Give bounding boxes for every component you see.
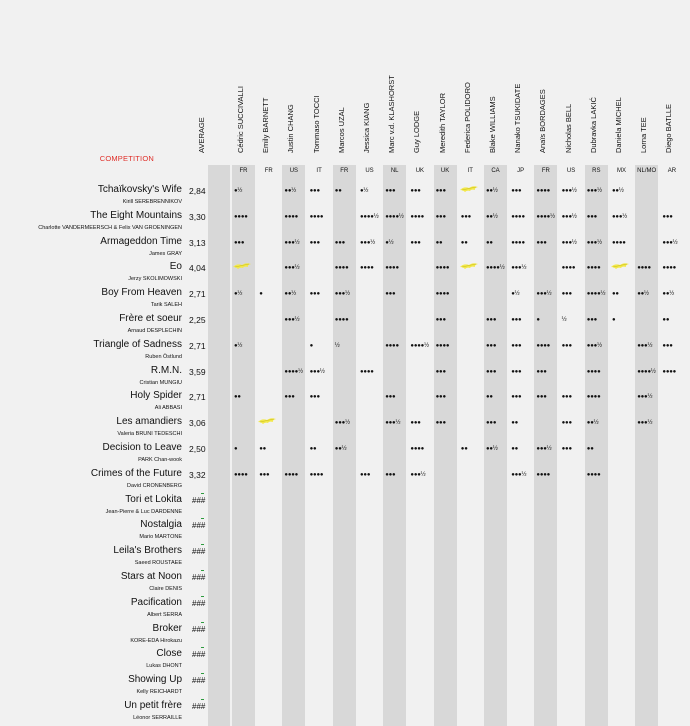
film-average: 3,30 <box>189 211 206 222</box>
critic-name: Tommaso TOCCI <box>311 94 321 153</box>
film-average: ### <box>192 547 206 557</box>
critic-column-header <box>539 0 564 160</box>
rating-cell: ●●●● <box>410 446 425 452</box>
critic-country: MX <box>617 168 626 174</box>
rating-cell: ●●●● <box>284 471 299 478</box>
rating-cell: ●●● <box>360 471 371 478</box>
film-title: Les amandiers <box>116 416 182 428</box>
rating-cell: ●●●● <box>511 213 525 220</box>
critic-column-header <box>363 0 388 160</box>
rating-cell: ●● <box>511 446 519 452</box>
rating-cell: ●½ <box>234 188 243 194</box>
film-director: Kelly REICHARDT <box>136 689 182 696</box>
rating-cell: ●●●● <box>360 265 374 272</box>
rating-cell: ●● <box>334 188 342 194</box>
critic-column-header <box>237 0 262 160</box>
rating-cell: ●●● <box>309 394 320 401</box>
rating-cell: ●●½ <box>612 188 624 194</box>
rating-cell: ●●● <box>435 317 446 323</box>
rating-cell: ●●●● <box>662 368 677 375</box>
rating-cell: ●●● <box>486 342 497 349</box>
critic-name: Nicholas BELL <box>563 103 573 153</box>
rating-cell: ●●●● <box>586 394 601 401</box>
rating-cell: ●● <box>234 394 241 401</box>
rating-cell: ●●● <box>435 213 446 220</box>
palme-d-or-icon <box>232 262 252 270</box>
film-title: Un petit frère <box>124 700 182 711</box>
rating-cell: ●●● <box>309 291 320 298</box>
film-average: 2,50 <box>189 444 206 454</box>
rating-cell: ●●●● <box>586 265 601 272</box>
note-indicator <box>201 596 204 600</box>
rating-cell: ●●●●½ <box>637 368 656 375</box>
film-average: ### <box>192 624 206 634</box>
film-average: 2,25 <box>189 315 206 325</box>
rating-cell: ●●● <box>536 239 547 246</box>
rating-cell: ●●●½ <box>637 394 653 401</box>
film-title: Close <box>156 648 182 660</box>
critic-name: Meredith TAYLOR <box>437 92 447 153</box>
rating-cell: ●●● <box>586 213 598 220</box>
film-average: 2,71 <box>189 392 206 403</box>
film-director: David CRONENBERG <box>126 482 182 489</box>
film-average: 3,59 <box>189 366 206 377</box>
film-director: Léonor SERRAILLE <box>133 715 182 721</box>
critic-column-header <box>413 0 438 160</box>
average-column-header <box>198 0 223 160</box>
critic-column-header <box>615 0 640 160</box>
critic-name: Cédric SUCCIVALLI <box>236 85 245 153</box>
rating-cell: ½ <box>561 317 567 323</box>
rating-cell: ● <box>309 342 314 349</box>
rating-cell: ●●½ <box>486 446 498 452</box>
film-director: PARK Chan-wook <box>138 457 182 463</box>
film-director: Saeed ROUSTAEE <box>134 560 182 567</box>
critic-country: UK <box>440 168 450 174</box>
rating-cell: ●● <box>486 394 493 401</box>
film-director: Arnaud DESPLECHIN <box>127 328 182 334</box>
rating-cell: ●●●½ <box>284 265 300 272</box>
rating-cell: ●½ <box>385 239 394 246</box>
critic-column-header <box>388 0 413 160</box>
film-director: Kirill SEREBRENNIKOV <box>122 199 182 205</box>
film-average: ### <box>192 702 206 711</box>
rating-cell: ●●½ <box>486 213 498 220</box>
rating-cell: ●● <box>586 446 594 452</box>
critic-column-header <box>640 0 665 160</box>
critic-column-header <box>287 0 312 160</box>
rating-cell: ●●● <box>259 471 270 478</box>
critic-name: Lorna TEE <box>639 116 649 153</box>
film-director: Jean-Pierre & Luc DARDENNE <box>105 508 182 515</box>
rating-cell: ●●● <box>486 420 497 427</box>
critic-column-header <box>565 0 590 160</box>
rating-cell: ●● <box>662 317 670 323</box>
rating-cell: ●●½ <box>284 188 297 194</box>
rating-cell: ●●●● <box>385 265 399 272</box>
critic-column-header <box>514 0 539 160</box>
film-title: Triangle of Sadness <box>93 338 182 350</box>
film-title: Showing Up <box>128 674 182 686</box>
critic-name: Guy LODGE <box>412 110 422 153</box>
film-title: R.M.N. <box>150 364 182 376</box>
film-average: ### <box>192 495 206 505</box>
rating-cell: ●●● <box>410 239 421 246</box>
rating-cell: ●●●● <box>435 342 450 349</box>
rating-cell: ●●● <box>536 394 547 401</box>
rating-cell: ●●●● <box>410 213 425 220</box>
critic-name: Justin CHANG <box>286 103 296 153</box>
film-title: Tori et Lokita <box>125 493 182 505</box>
rating-cell: ●●●½ <box>586 342 602 349</box>
film-title: Eo <box>169 261 182 273</box>
rating-cell: ●●● <box>536 368 547 375</box>
rating-cell: ●●●● <box>234 213 248 220</box>
critic-column-header <box>338 0 363 160</box>
critic-name: Emily BARNETT <box>261 97 271 153</box>
rating-cell: ●½ <box>360 188 369 194</box>
palme-d-or-icon <box>459 185 479 193</box>
film-title: Leila's Brothers <box>113 545 182 557</box>
rating-cell: ●●●½ <box>536 291 552 298</box>
film-director: Tarik SALEH <box>150 302 182 309</box>
critic-country: US <box>566 168 576 174</box>
rating-cell: ●●● <box>435 420 446 427</box>
critic-name: Blake WILLIAMS <box>488 95 497 153</box>
rating-cell: ●●●½ <box>561 188 577 194</box>
film-title: Stars at Noon <box>120 571 182 582</box>
film-average: 3,06 <box>189 418 206 429</box>
film-average: ### <box>192 676 206 686</box>
rating-cell: ●●●½ <box>586 239 602 246</box>
rating-cell: ●●● <box>410 188 421 194</box>
note-indicator <box>201 544 204 548</box>
critic-column-header <box>665 0 690 160</box>
rating-cell: ●●●●½ <box>385 213 404 220</box>
film-director: Albert SERRA <box>147 611 182 618</box>
rating-cell: ●●●½ <box>586 188 602 194</box>
rating-cell: ●●●½ <box>385 420 401 427</box>
film-director: Cristian MUNGIU <box>139 379 182 386</box>
film-title: Pacification <box>130 596 182 608</box>
rating-cell: ● <box>234 446 238 452</box>
rating-cell: ●●● <box>410 420 421 427</box>
rating-cell: ●●●●½ <box>486 265 505 272</box>
rating-cell: ●●●●½ <box>360 213 379 220</box>
critic-name: Nanako TSUKIDATE <box>513 83 523 153</box>
film-average: ### <box>192 598 206 608</box>
rating-cell: ●●● <box>385 394 396 401</box>
rating-cell: ●●●½ <box>284 239 300 246</box>
film-title: Nostalgia <box>140 519 182 531</box>
palme-d-or-icon <box>257 417 277 425</box>
rating-cell: ●●½ <box>486 188 498 194</box>
film-title: Crimes of the Future <box>90 467 182 479</box>
critic-country: IT <box>316 168 322 174</box>
critic-column-header <box>590 0 615 160</box>
rating-cell: ●●● <box>561 291 572 298</box>
rating-cell: ●●● <box>561 420 572 427</box>
rating-cell: ●●● <box>561 394 572 401</box>
critic-column-header <box>262 0 287 160</box>
palme-d-or-icon <box>610 262 630 270</box>
rating-cell: ●● <box>511 420 519 427</box>
rating-cell: ● <box>536 317 540 323</box>
film-average: 3,13 <box>189 237 206 248</box>
critic-country: US <box>289 168 299 174</box>
rating-cell: ●●● <box>385 291 396 298</box>
rating-cell: ●●●½ <box>662 239 678 246</box>
critic-country: JP <box>517 168 525 174</box>
film-average: ### <box>192 573 206 582</box>
rating-cell: ●●●● <box>586 471 601 478</box>
note-indicator <box>201 493 204 497</box>
critic-name: Jessica KIANG <box>362 102 371 153</box>
rating-cell: ●●●● <box>309 213 324 220</box>
rating-cell: ●●½ <box>586 420 599 427</box>
rating-cell: ●●● <box>385 188 396 194</box>
critic-column-stripe <box>383 165 406 726</box>
note-indicator <box>201 518 204 522</box>
rating-cell: ●●●½ <box>360 239 376 246</box>
rating-cell: ●●●●½ <box>536 213 555 220</box>
film-director: Charlotte VANDERMEERSCH & Felix VAN GROENINGEN <box>38 224 182 231</box>
critic-column-header <box>464 0 489 160</box>
rating-cell: ●● <box>309 446 317 452</box>
film-director: Valeria BRUNI TEDESCHI <box>117 431 182 438</box>
rating-cell: ●●●●½ <box>284 368 303 375</box>
film-title: Tchaïkovsky's Wife <box>97 184 182 195</box>
rating-cell: ●●●½ <box>561 239 577 246</box>
rating-cell: ●●●● <box>586 368 601 375</box>
rating-cell: ●●●● <box>435 265 450 272</box>
rating-cell: ●●●● <box>334 265 349 272</box>
critic-column-stripe <box>434 165 457 726</box>
rating-cell: ●●●½ <box>511 265 527 272</box>
rating-cell: ●●●● <box>309 471 324 478</box>
critic-column-header <box>489 0 514 160</box>
critic-country: RS <box>592 168 601 174</box>
rating-cell: ●●●½ <box>561 213 577 220</box>
critic-country: FR <box>541 168 550 174</box>
film-director: KORE-EDA Hirokazu <box>130 637 182 644</box>
film-title: Broker <box>152 622 182 634</box>
critic-column-header <box>313 0 338 160</box>
critic-country: FR <box>239 168 248 174</box>
palme-d-or-icon <box>459 262 479 270</box>
film-director: Mario MARTONE <box>139 534 182 541</box>
rating-cell: ●● <box>460 446 468 452</box>
rating-cell: ●●●● <box>511 239 525 246</box>
rating-cell: ●● <box>259 446 267 452</box>
rating-cell: ●● <box>486 239 493 246</box>
rating-cell: ●●● <box>385 471 396 478</box>
rating-cell: ●●● <box>561 446 572 452</box>
rating-cell: ●●●½ <box>309 368 325 375</box>
rating-cell: ●●●½ <box>612 213 628 220</box>
film-title: Frère et soeur <box>119 313 182 324</box>
film-director: Ali ABBASI <box>154 405 182 412</box>
rating-cell: ●● <box>612 291 619 298</box>
critic-country: CA <box>491 168 500 174</box>
rating-cell: ● <box>259 291 263 298</box>
rating-cell: ●●●●½ <box>410 342 429 349</box>
rating-cell: ●●● <box>486 368 497 375</box>
rating-cell: ●●½ <box>334 446 347 452</box>
rating-cell: ●● <box>435 239 443 246</box>
rating-cell: ●●●● <box>637 265 651 272</box>
rating-cell: ●●●½ <box>637 420 653 427</box>
rating-cell: ●●½ <box>662 291 675 298</box>
critic-country: NL/MO <box>637 168 657 174</box>
rating-cell: ●●●●½ <box>586 291 606 298</box>
critic-country: AR <box>667 168 677 174</box>
rating-cell: ●●●● <box>612 239 626 246</box>
rating-cell: ●½ <box>234 291 243 298</box>
rating-cell: ●●●● <box>662 265 677 272</box>
critic-country: FR <box>264 168 273 174</box>
rating-cell: ●●● <box>662 213 673 220</box>
rating-cell: ●●● <box>561 342 572 349</box>
rating-cell: ● <box>612 317 616 323</box>
critic-country: IT <box>467 168 473 174</box>
rating-cell: ●●●½ <box>511 471 527 478</box>
critic-name: Anaïs BORDAGES <box>538 88 548 153</box>
rating-cell: ●●●● <box>385 342 399 349</box>
rating-cell: ●●● <box>511 394 522 401</box>
critic-name: Marc v.d. KLASHORST <box>387 74 397 153</box>
rating-cell: ●●●½ <box>334 420 350 427</box>
film-average: 4,04 <box>189 263 206 274</box>
critic-country: FR <box>340 168 349 174</box>
rating-cell: ●●● <box>435 394 446 401</box>
film-director: James GRAY <box>149 250 182 257</box>
rating-cell: ●●●● <box>536 471 551 478</box>
film-director: Lukas DHONT <box>146 663 182 670</box>
rating-cell: ●●● <box>486 317 497 323</box>
critic-column-stripe <box>635 165 658 726</box>
rating-cell: ●●● <box>662 342 673 349</box>
rating-cell: ●●● <box>511 317 522 323</box>
film-title: Armageddon Time <box>100 235 182 247</box>
critic-name: Federica POLIDORO <box>462 81 472 153</box>
rating-cell: ●●● <box>309 239 320 246</box>
film-director: Ruben Östlund <box>145 353 182 360</box>
rating-cell: ●●●● <box>536 342 551 349</box>
rating-cell: ●●●● <box>536 188 551 194</box>
critic-name: Daniela MICHEL <box>614 96 623 153</box>
rating-cell: ●●● <box>435 368 446 375</box>
rating-cell: ●●● <box>511 188 522 194</box>
critic-country: UK <box>415 168 425 174</box>
competition-title: COMPETITION <box>99 154 154 163</box>
film-average: 2,84 <box>189 186 206 196</box>
film-average: ### <box>192 521 206 531</box>
note-indicator <box>201 673 204 677</box>
film-director: Jerzy SKOLIMOWSKI <box>128 276 182 283</box>
rating-cell: ●●● <box>309 188 320 194</box>
film-title: Decision to Leave <box>102 442 182 453</box>
film-director: Claire DENIS <box>149 586 182 592</box>
rating-cell: ●●●½ <box>637 342 653 349</box>
critic-name: Marcos UZAL <box>336 106 346 153</box>
film-title: The Eight Mountains <box>90 209 182 221</box>
film-average: ### <box>192 650 206 660</box>
film-average: 2,71 <box>189 289 206 300</box>
rating-cell: ●●½ <box>637 291 649 298</box>
note-indicator <box>201 647 204 651</box>
rating-cell: ●●● <box>435 188 446 194</box>
critic-column-stripe <box>282 165 305 726</box>
rating-cell: ●●● <box>284 394 295 401</box>
rating-cell: ●●● <box>334 239 346 246</box>
rating-cell: ●●●½ <box>536 446 552 452</box>
rating-cell: ●●●● <box>435 291 450 298</box>
rating-cell: ●●●● <box>284 213 299 220</box>
rating-cell: ●●● <box>586 317 598 323</box>
rating-cell: ●●●● <box>234 471 248 478</box>
critic-name: Dubravka LAKIĆ <box>588 96 598 153</box>
rating-cell: ●½ <box>511 291 520 298</box>
note-indicator <box>201 699 204 703</box>
rating-cell: ●½ <box>234 342 243 349</box>
rating-cell: ●●●½ <box>284 317 300 323</box>
rating-cell: ●●½ <box>284 291 297 298</box>
film-average: 3,32 <box>189 469 206 480</box>
rating-cell: ●●● <box>511 368 522 375</box>
critic-country: US <box>365 168 374 174</box>
critic-name: Diego BATLLE <box>664 103 674 153</box>
film-title: Boy From Heaven <box>101 287 182 299</box>
film-title: Holy Spider <box>130 390 182 402</box>
note-indicator <box>201 622 204 626</box>
film-average: 2,71 <box>189 340 206 351</box>
rating-cell: ●●● <box>511 342 522 349</box>
rating-cell: ●●●● <box>561 265 576 272</box>
rating-cell: ●●●½ <box>334 291 350 298</box>
critic-column-header <box>439 0 464 160</box>
rating-cell: ●●● <box>460 213 472 220</box>
rating-cell: ●●●● <box>360 368 374 375</box>
rating-cell: ●●●● <box>334 317 349 323</box>
rating-cell: ●●● <box>234 239 245 246</box>
rating-cell: ½ <box>334 342 340 349</box>
rating-cell: ●●●½ <box>410 471 426 478</box>
critic-country: NL <box>390 168 399 174</box>
note-indicator <box>201 570 204 574</box>
average-header-label: AVERAGE <box>197 116 206 153</box>
rating-cell: ●● <box>460 239 468 246</box>
